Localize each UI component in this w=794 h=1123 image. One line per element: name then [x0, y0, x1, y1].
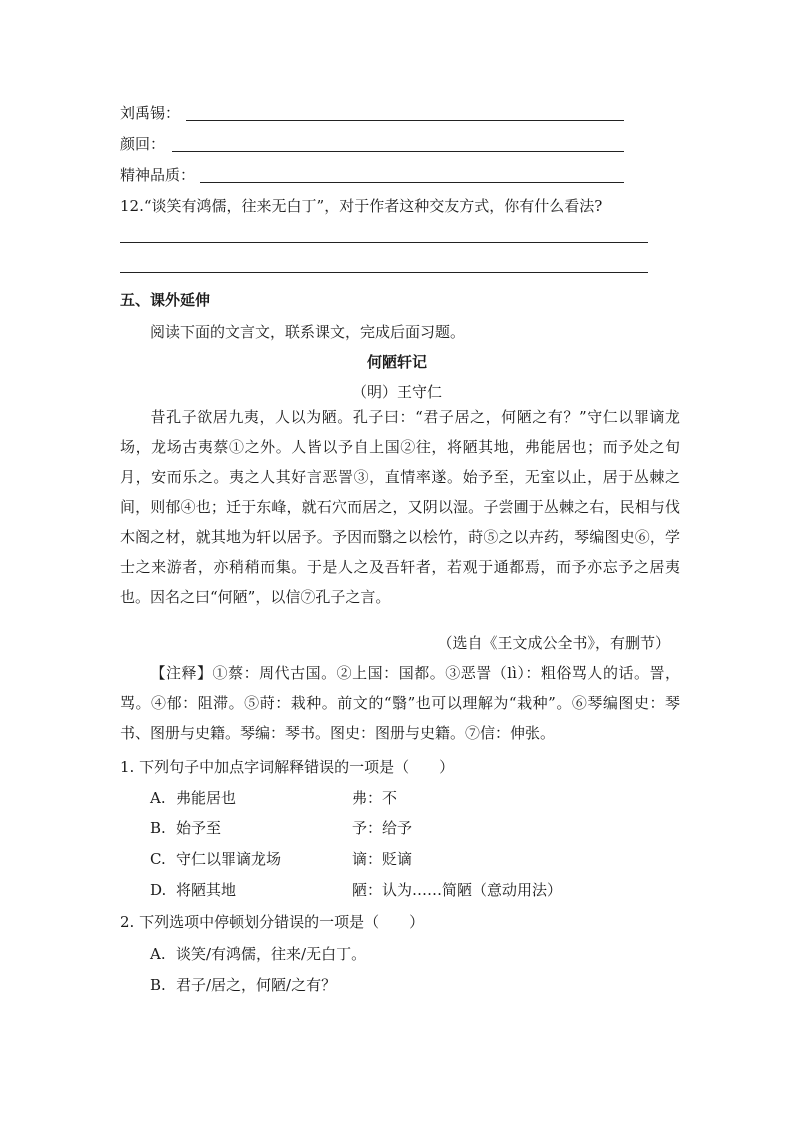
- answer-line-liu[interactable]: [186, 120, 624, 121]
- essay-body-text: 昔孔子欲居九夷，人以为陋。孔子曰：“君子居之，何陋之有？”守仁以罪谪龙场，龙场古夷蔡①之外。人皆以予自上国②往，将陋其地，弗能居也；而予处之旬月，安而乐之。夷之人其好言恶詈③，直情率遂。始予至，无室以止，居于丛棘之间，则郁④也；迁于东峰，就石穴而居之，又阴以湿。子尝圃于丛棘之右，民相与伐木阁之材，就其地为轩以居予。予因而翳之以桧竹，莳⑤之以卉药，琴编图史⑥，学士之来游者，亦稍稍而集。于是人之及吾轩者，若观于通都焉，而予亦忘予之居夷也。因名之曰“何陋”，以信⑦孔子之言。: [120, 408, 680, 606]
- q1-option-d-gloss: 陋：认为……简陋（意动用法）: [352, 881, 563, 899]
- essay-author: （明）王守仁: [351, 383, 442, 401]
- fill-label-liu: 刘禹锡：: [120, 104, 181, 122]
- section-heading: 五、课外延伸: [120, 291, 211, 309]
- essay-source: （选自《王文成公全书》，有删节）: [437, 634, 670, 652]
- q1-option-d-letter[interactable]: D.: [150, 881, 167, 899]
- question-1: 1. 下列句子中加点字词解释错误的一项是（ ）: [120, 758, 455, 776]
- q1-option-c-letter[interactable]: C.: [150, 850, 166, 868]
- q1-option-a-sentence: 弗能居也: [176, 789, 237, 807]
- q2-option-a-letter[interactable]: A.: [150, 945, 166, 963]
- q1-option-c-sentence: 守仁以罪谪龙场: [176, 850, 282, 868]
- answer-line-q12-2[interactable]: [120, 272, 648, 273]
- q1-option-a-letter[interactable]: A.: [150, 789, 166, 807]
- essay-body: [120, 402, 680, 612]
- q1-option-c-gloss: 谪：贬谪: [352, 850, 413, 868]
- q2-option-a-sentence: 谈笑/有鸿儒，往来/无白丁。: [176, 945, 367, 963]
- section-instruction: 阅读下面的文言文，联系课文，完成后面习题。: [150, 323, 466, 341]
- essay-title: 何陋轩记: [366, 353, 427, 371]
- fill-label-spirit: 精神品质：: [120, 166, 196, 184]
- q1-option-b-gloss: 予：给予: [352, 819, 413, 837]
- answer-line-q12-1[interactable]: [120, 242, 648, 243]
- q1-option-a-gloss: 弗：不: [352, 789, 398, 807]
- q1-option-d-sentence: 将陋其地: [176, 881, 237, 899]
- annotation-notes: [120, 658, 680, 748]
- q1-option-b-sentence: 始予至: [176, 819, 222, 837]
- answer-line-spirit[interactable]: [200, 182, 624, 183]
- question-2: 2. 下列选项中停顿划分错误的一项是（ ）: [120, 913, 425, 931]
- q2-option-b-sentence: 君子/居之，何陋/之有？: [176, 976, 337, 994]
- fill-label-yan: 颜回：: [120, 135, 166, 153]
- question-12: 12.“谈笑有鸿儒，往来无白丁”，对于作者这种交友方式，你有什么看法?: [120, 197, 603, 215]
- answer-line-yan[interactable]: [172, 151, 624, 152]
- q1-option-b-letter[interactable]: B.: [150, 819, 166, 837]
- q2-option-b-letter[interactable]: B.: [150, 976, 166, 994]
- annotation-notes-text: 【注释】①蔡：周代古国。②上国：国都。③恶詈（lì）：粗俗骂人的话。詈，骂。④郁：阻滞。⑤莳：栽种。前文的“翳”也可以理解为“栽种”。⑥琴编图史：琴书、图册与史籍。琴编：琴书。图史：图册与史籍。⑦信：伸张。: [120, 664, 680, 742]
